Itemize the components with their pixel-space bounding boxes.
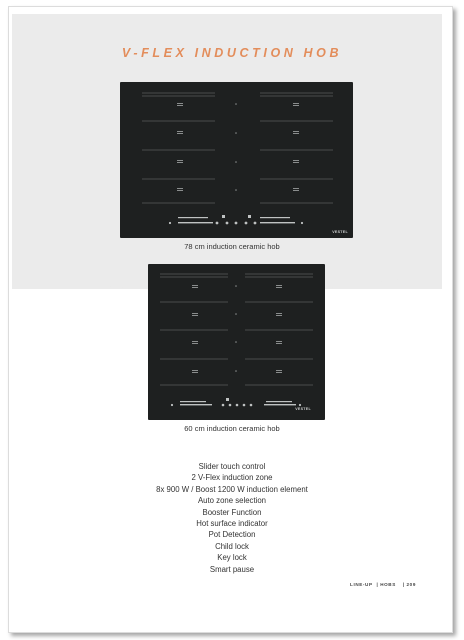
hob-78cm-caption: 78 cm induction ceramic hob xyxy=(184,242,280,251)
list-item: Child lock xyxy=(215,541,249,551)
list-item: Booster Function xyxy=(202,507,262,517)
list-item: Pot Detection xyxy=(208,530,256,540)
hob-60cm-caption: 60 cm induction ceramic hob xyxy=(184,424,280,433)
list-item: Key lock xyxy=(217,553,247,563)
page-footer xyxy=(348,582,416,587)
list-item: 8x 900 W / Boost 1200 W induction element xyxy=(156,484,308,494)
hob-78cm-brand-logo: VESTEL xyxy=(332,230,348,234)
feature-list xyxy=(0,461,464,575)
list-item: Smart pause xyxy=(209,564,255,574)
footer-section: LINE-UP xyxy=(350,582,373,587)
hob-60cm-image xyxy=(148,264,325,420)
hob-78cm-surface xyxy=(120,82,353,238)
list-item: Slider touch control xyxy=(198,462,266,471)
hob-60cm-surface xyxy=(148,264,325,420)
hob-78cm-image xyxy=(120,82,353,238)
hob-60cm-brand-logo: VESTEL xyxy=(295,407,311,411)
footer-category: | HOBS xyxy=(376,582,396,587)
footer-page-number: | 209 xyxy=(402,582,416,587)
list-item: Auto zone selection xyxy=(197,496,267,506)
page-title: V-FLEX INDUCTION HOB xyxy=(121,46,343,60)
list-item: Hot surface indicator xyxy=(196,518,268,528)
list-item: 2 V-Flex induction zone xyxy=(191,473,273,483)
